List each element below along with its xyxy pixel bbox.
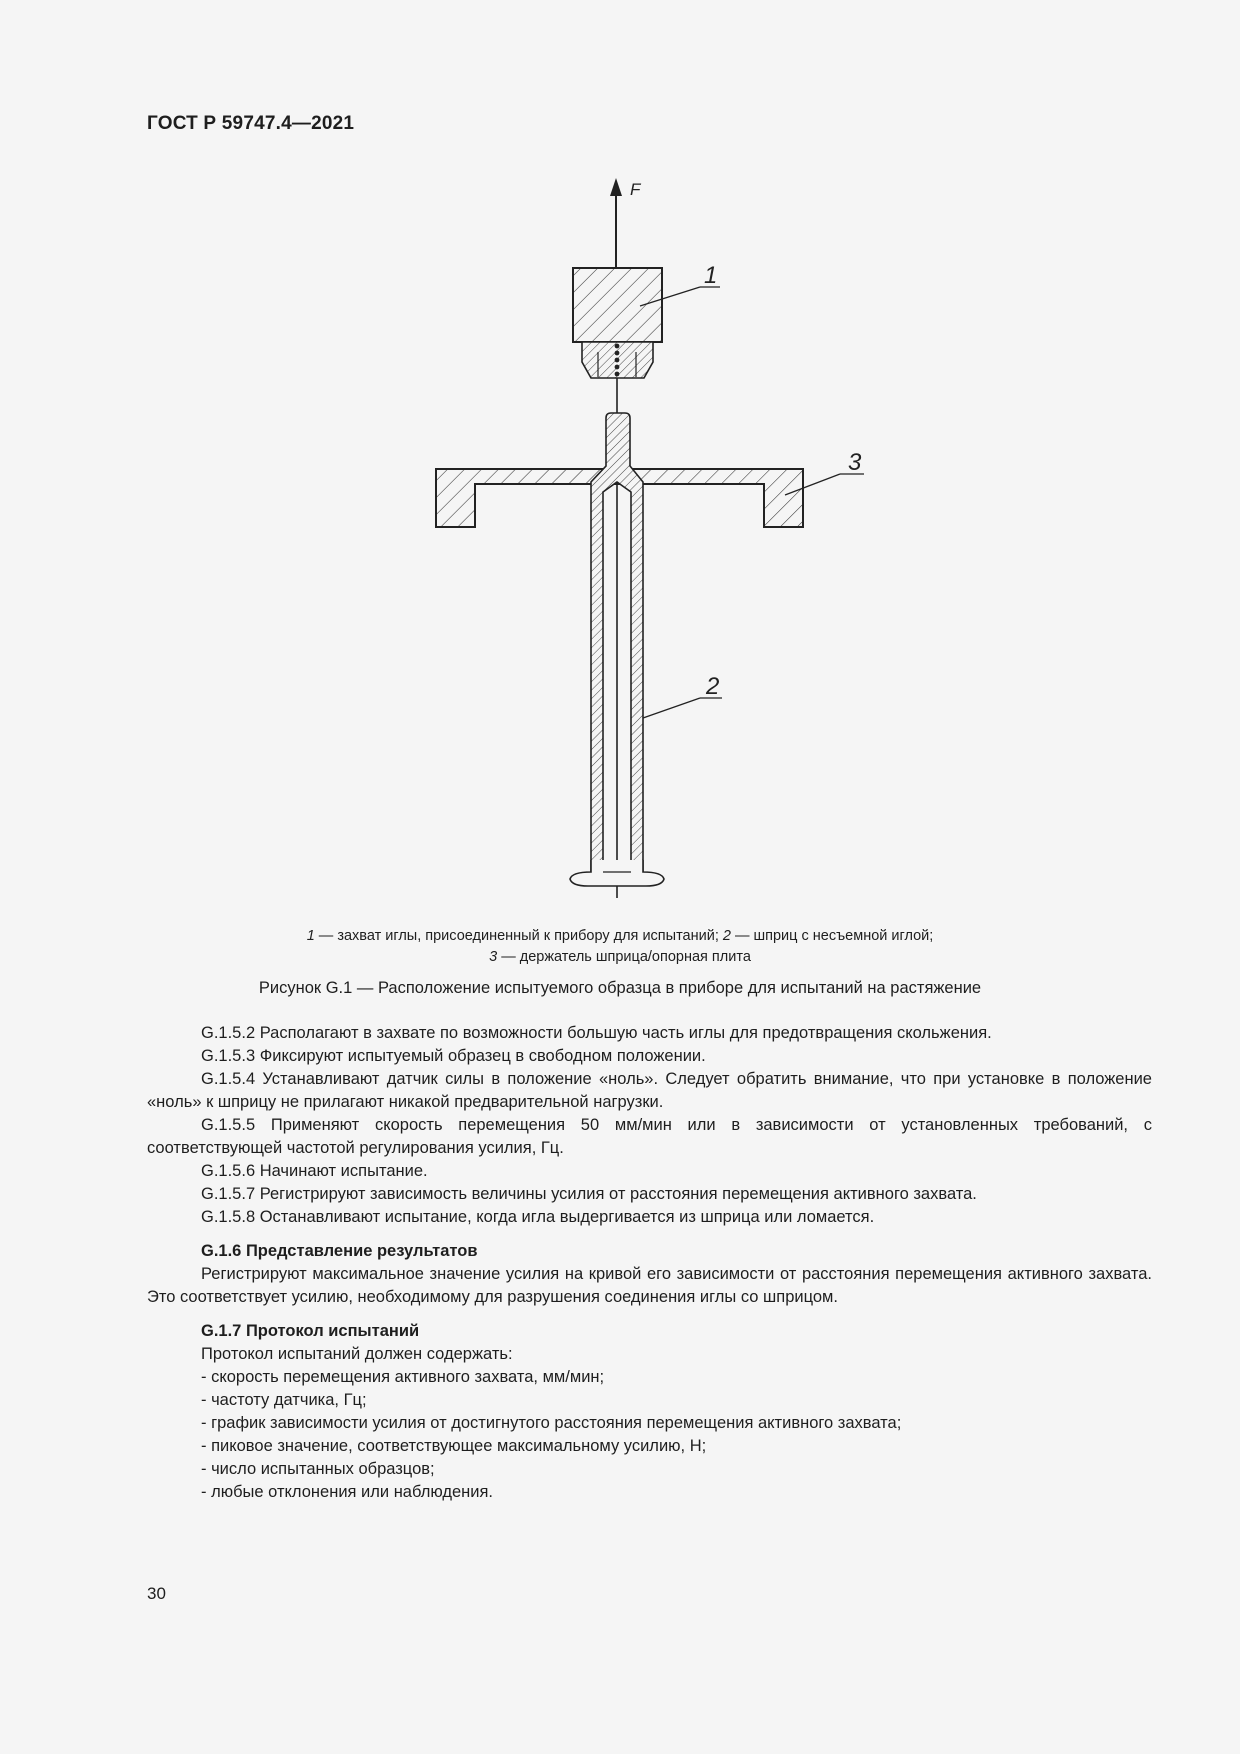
step-g153: G.1.5.3 Фиксируют испытуемый образец в свободном положении. bbox=[201, 1047, 706, 1065]
protocol-item: - скорость перемещения активного захвата, мм/мин; bbox=[201, 1368, 605, 1386]
section-g17-intro: Протокол испытаний должен содержать: bbox=[201, 1345, 513, 1363]
protocol-item: - любые отклонения или наблюдения. bbox=[201, 1483, 493, 1501]
callout-2 bbox=[643, 698, 722, 718]
force-arrow bbox=[610, 178, 622, 268]
legend-item-2-number: 2 bbox=[722, 928, 731, 944]
step-g154: G.1.5.4 Устанавливают датчик силы в положение «ноль». Следует обратить внимание, что при установке в положение «ноль» к шприцу не прилагают никакой предварительной нагрузки. bbox=[147, 1070, 1152, 1111]
force-label: F bbox=[630, 180, 641, 199]
step-g158: G.1.5.8 Останавливают испытание, когда игла выдергивается из шприца или ломается. bbox=[201, 1208, 875, 1226]
step-g152: G.1.5.2 Располагают в захвате по возможности большую часть иглы для предотвращения скольжения. bbox=[201, 1024, 992, 1042]
figure-legend-line-2 bbox=[0, 947, 1240, 968]
step-g156: G.1.5.6 Начинают испытание. bbox=[201, 1162, 428, 1180]
legend-item-2-text: — шприц с несъемной иглой; bbox=[730, 928, 934, 944]
document-body bbox=[147, 1022, 1152, 1504]
legend-item-1-text: — захват иглы, присоединенный к прибору для испытаний; bbox=[314, 928, 723, 944]
step-g155: G.1.5.5 Применяют скорость перемещения 50 мм/мин или в зависимости от установленных требований, с соответствующей частотой регулирования усилия, Гц. bbox=[147, 1116, 1152, 1157]
figure-caption: Рисунок G.1 — Расположение испытуемого образца в приборе для испытаний на растяжение bbox=[258, 979, 982, 997]
section-g16-heading: G.1.6 Представление результатов bbox=[201, 1242, 478, 1260]
section-g17-heading: G.1.7 Протокол испытаний bbox=[201, 1322, 420, 1340]
protocol-item: - пиковое значение, соответствующее максимальному усилию, Н; bbox=[201, 1437, 707, 1455]
section-g16-text: Регистрируют максимальное значение усилия на кривой его зависимости от расстояния перемещения активного захвата. Это соответствует усилию, необходимому для разрушения соединения иглы со шприцом. bbox=[147, 1265, 1152, 1306]
legend-item-1-number: 1 bbox=[306, 928, 315, 944]
legend-item-3-text: — держатель шприца/опорная плита bbox=[497, 949, 751, 965]
protocol-item: - график зависимости усилия от достигнутого расстояния перемещения активного захвата; bbox=[201, 1414, 902, 1432]
callout-3-label: 3 bbox=[848, 449, 862, 476]
callout-1-label: 1 bbox=[704, 262, 718, 289]
legend-item-3-number: 3 bbox=[489, 949, 498, 965]
page-number: 30 bbox=[147, 1584, 166, 1603]
protocol-item: - число испытанных образцов; bbox=[201, 1460, 435, 1478]
callout-2-label: 2 bbox=[706, 673, 720, 700]
document-header: ГОСТ Р 59747.4—2021 bbox=[147, 113, 355, 134]
step-g157: G.1.5.7 Регистрируют зависимость величины усилия от расстояния перемещения активного захвата. bbox=[201, 1185, 977, 1203]
figure-legend-line-1 bbox=[0, 926, 1240, 947]
protocol-item: - частоту датчика, Гц; bbox=[201, 1391, 367, 1409]
